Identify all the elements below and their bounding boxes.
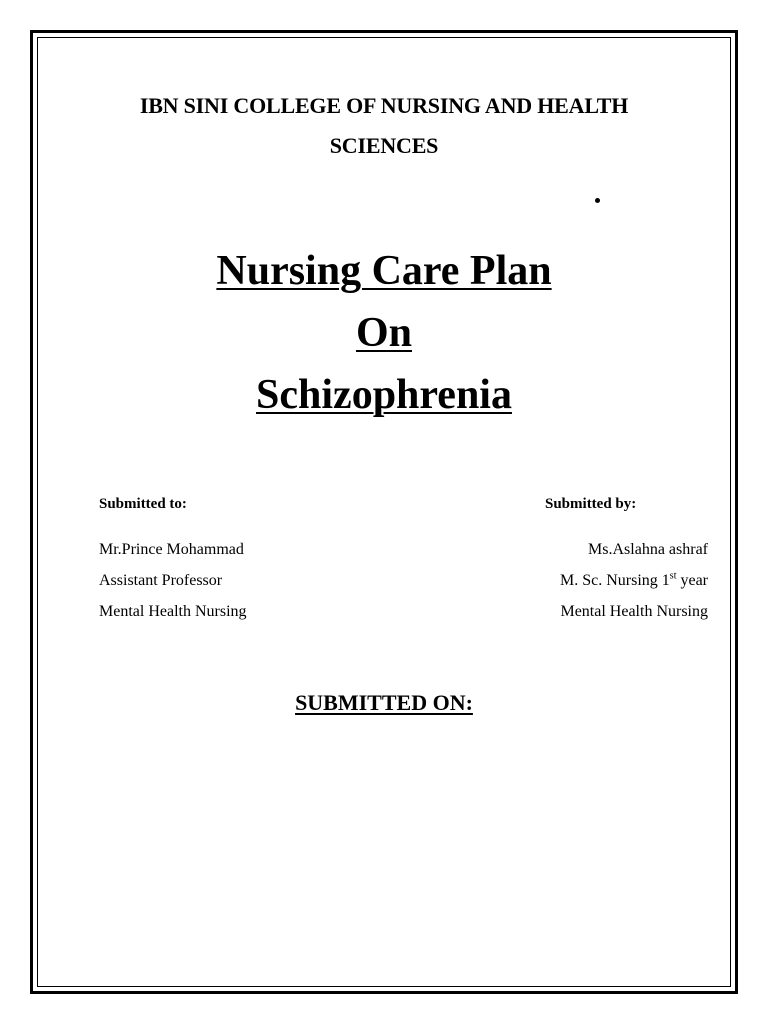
college-name-line-1: IBN SINI COLLEGE OF NURSING AND HEALTH xyxy=(139,93,629,118)
submitted-by-department: Mental Health Nursing xyxy=(560,603,708,620)
college-name xyxy=(0,86,768,166)
submitted-by-name: Ms.Aslahna ashraf xyxy=(588,541,708,558)
submitted-by-heading: Submitted by: xyxy=(545,496,637,512)
submitted-to-name: Mr.Prince Mohammad xyxy=(99,541,244,558)
submitted-to-block xyxy=(99,494,359,627)
course-superscript: st xyxy=(669,570,677,582)
course-suffix: year xyxy=(676,572,708,589)
submitted-to-department: Mental Health Nursing xyxy=(99,603,247,620)
submitted-on-label xyxy=(0,690,768,716)
submitted-on-text: SUBMITTED ON: xyxy=(295,690,473,715)
submitted-to-heading: Submitted to: xyxy=(99,496,187,512)
submitted-by-block xyxy=(448,494,708,627)
submitted-by-course xyxy=(448,565,708,596)
stray-dot xyxy=(595,198,600,203)
title-line-2: On xyxy=(355,310,413,356)
title-line-1: Nursing Care Plan xyxy=(216,248,552,294)
college-name-line-2: SCIENCES xyxy=(329,133,439,158)
title-line-3: Schizophrenia xyxy=(256,372,512,418)
submitted-to-designation: Assistant Professor xyxy=(99,572,223,589)
document-title xyxy=(0,240,768,426)
course-prefix: M. Sc. Nursing 1 xyxy=(560,572,670,589)
